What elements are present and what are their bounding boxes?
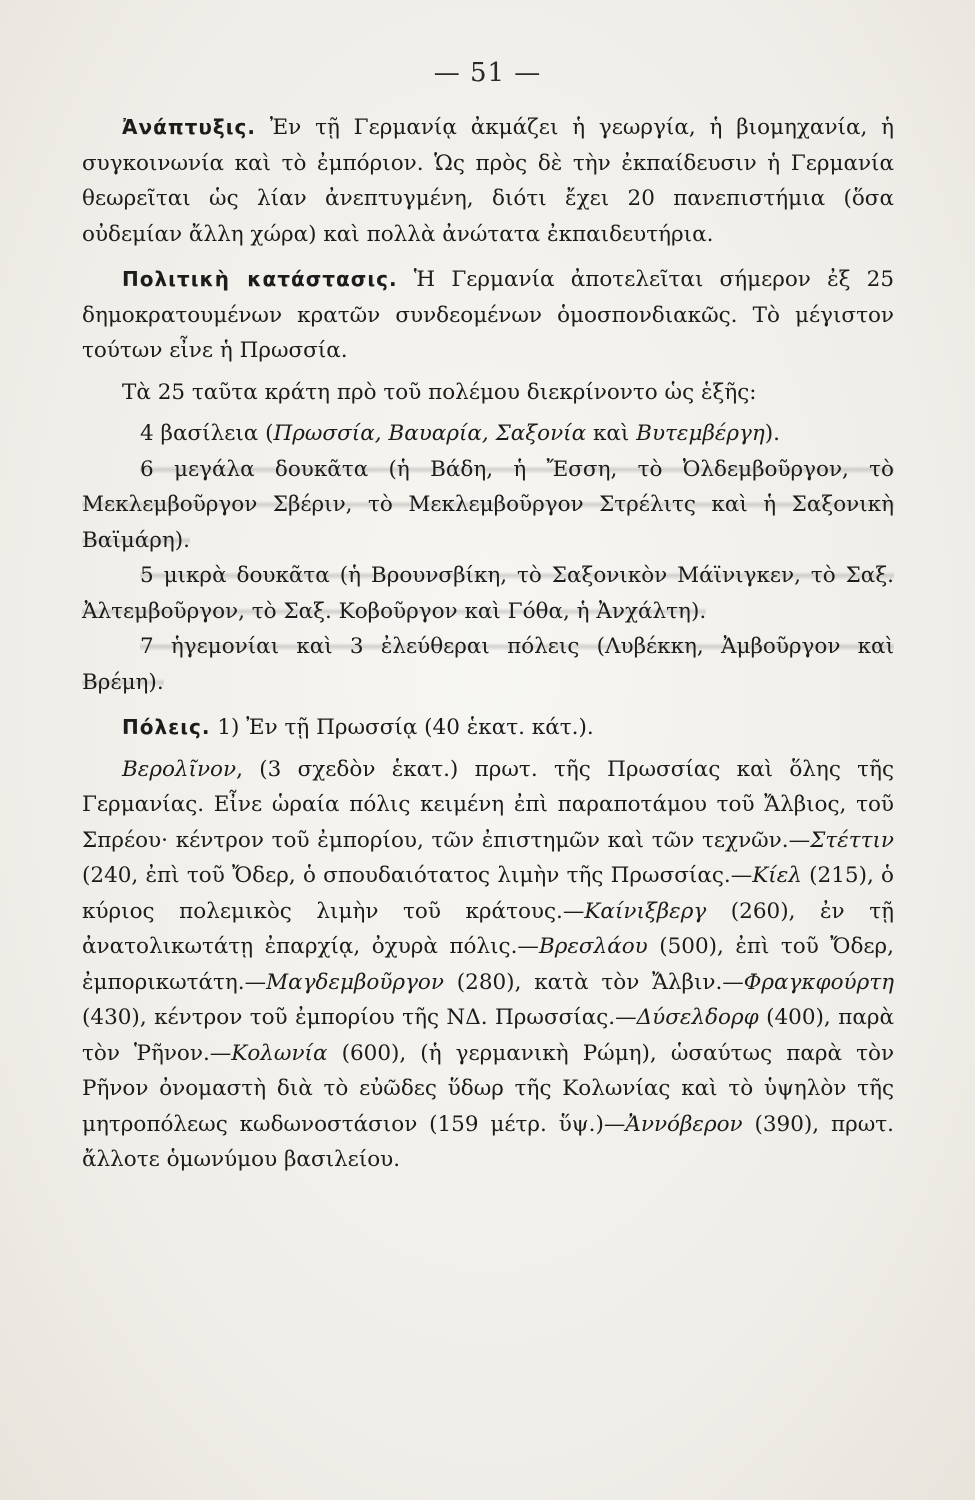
city-text: (240, ἐπὶ τοῦ Ὄδερ, ὁ σπουδαιότατος λιμὴν τῆς Πρωσσίας.— <box>82 863 753 888</box>
section-heading-cities: Πόλεις. <box>122 715 211 739</box>
list-item-grand-duchies <box>82 452 894 559</box>
paragraph-political-state <box>82 262 894 369</box>
city-name: Στέττιν <box>810 827 894 853</box>
list-item-duchies <box>82 558 894 629</box>
city-text: (400), παρὰ τὸν Ῥῆνον.— <box>82 1005 895 1066</box>
paragraph-text: 1) Ἐν τῇ Πρωσσίᾳ (40 ἑκατ. κάτ.). <box>210 715 594 740</box>
city-text: (280), κατὰ τὸν Ἄλβιν.— <box>443 969 744 995</box>
highlighted-text: 5 μικρὰ δουκᾶτα (ἡ Βρουνσβίκη, τὸ Σαξονικὸν Μάϊνιγκεν, τὸ Σαξ. Ἀλτεμβοῦργον, τὸ Σαξ. Κοβοῦργον καὶ Γόθα, ἡ Ἀνχάλτη). <box>82 563 894 624</box>
paragraph-development <box>82 110 894 252</box>
paragraph-cities <box>82 752 894 1178</box>
list-text: 4 βασίλεια ( <box>140 421 274 446</box>
city-name: Φραγκφούρτη <box>743 969 894 995</box>
city-text: (430), κέντρον τοῦ ἐμπορίου τῆς ΝΔ. Πρωσσίας.— <box>82 1005 637 1030</box>
list-text: ). <box>764 421 781 446</box>
city-text: (500), ἐπὶ τοῦ Ὄδερ, ἐμπορικωτάτη.— <box>82 934 894 995</box>
paragraph-states-intro: Τὰ 25 ταῦτα κράτη πρὸ τοῦ πολέμου διεκρίνοντο ὡς ἑξῆς: <box>122 379 757 405</box>
city-name: Δύσελδορφ <box>636 1005 759 1030</box>
body-text <box>82 110 894 1184</box>
highlighted-text: 6 μεγάλα δουκᾶτα (ἡ Βάδη, ἡ Ἔσση, τὸ Ὀλδεμβοῦργον, τὸ Μεκλεμβοῦργον Σβέριν, τὸ Μεκλεμβοῦργον Στρέλιτς καὶ ἡ Σαξονικὴ Βαϊμάρη). <box>82 456 894 553</box>
list-item-kingdoms <box>82 416 894 452</box>
city-name: Καίνιξβεργ <box>584 898 707 924</box>
paragraph-text: Ἐν τῇ Γερμανίᾳ ἀκμάζει ἡ γεωργία, ἡ βιομηχανία, ἡ συγκοινωνία καὶ τὸ ἐμπόριον. Ὡς πρὸς δὲ τὴν ἐκπαίδευσιν ἡ Γερμανία θεωρεῖται ὡς λίαν ἀνεπτυγμένη, διότι ἔχει 20 πανεπιστήμια (ὅσα οὐδεμίαν ἄλλη χώρα) καὶ πολλὰ ἀνώτατα ἐκπαιδευτήρια. <box>82 115 894 247</box>
city-text: , (3 σχεδὸν ἑκατ.) πρωτ. τῆς Πρωσσίας καὶ ὅλης τῆς Γερμανίας. Εἶνε ὡραία πόλις κειμένη ἐπὶ παραποτάμου τοῦ Ἄλβιος, τοῦ Σπρέου· κέντρον τοῦ ἐμπορίου, τῶν ἐπιστημῶν καὶ τῶν τεχνῶν.— <box>82 756 894 853</box>
paragraph-cities-heading <box>82 710 894 746</box>
section-heading-development: Ἀνάπτυξις. <box>122 115 256 139</box>
city-name: Κολωνία <box>231 1040 328 1066</box>
city-name: Μαγδεμβοῦργον <box>266 969 444 995</box>
page-number: — 51 — <box>433 58 542 88</box>
section-heading-political-state: Πολιτικὴ κατάστασις. <box>122 267 398 291</box>
city-name: Ἀννόβερον <box>625 1111 743 1137</box>
city-text: (260), ἐν τῇ ἀνατολικωτάτῃ ἐπαρχίᾳ, ὀχυρὰ πόλις.— <box>82 898 894 959</box>
city-name: Κίελ <box>752 863 802 888</box>
city-text: (215), ὁ κύριος πολεμικὸς λιμὴν τοῦ κράτους.— <box>82 863 894 924</box>
paragraph-text: Ἡ Γερμανία ἀποτελεῖται σήμερον ἐξ 25 δημοκρατουμένων κρατῶν συνδεομένων ὁμοσπονδιακῶς. Τὸ μέγιστον τούτων εἶνε ἡ Πρωσσία. <box>82 267 894 363</box>
city-name: Βρεσλάου <box>538 934 648 959</box>
city-text: (600), (ἡ γερμανικὴ Ρώμη), ὡσαύτως παρὰ τὸν Ρῆνον ὀνομαστὴ διὰ τὸ εὐῶδες ὕδωρ τῆς Κολωνίας καὶ τὸ ὑψηλὸν τῆς μητροπόλεως κωδωνοστάσιον (159 μέτρ. ὕψ.)— <box>82 1040 895 1137</box>
list-italic-names: Βυτεμβέργη <box>636 421 765 446</box>
highlighted-text: 7 ἡγεμονίαι καὶ 3 ἐλεύθεραι πόλεις (Λυβέκκη, Ἀμβοῦργον καὶ Βρέμη). <box>82 634 894 695</box>
list-text: καὶ <box>586 421 637 446</box>
city-text: (390), πρωτ. ἄλλοτε ὁμωνύμου βασιλείου. <box>82 1111 894 1172</box>
list-italic-names: Πρωσσία, Βαυαρία, Σαξονία <box>273 421 587 446</box>
city-name: Βερολῖνον <box>122 756 237 782</box>
list-item-principalities <box>82 629 894 700</box>
